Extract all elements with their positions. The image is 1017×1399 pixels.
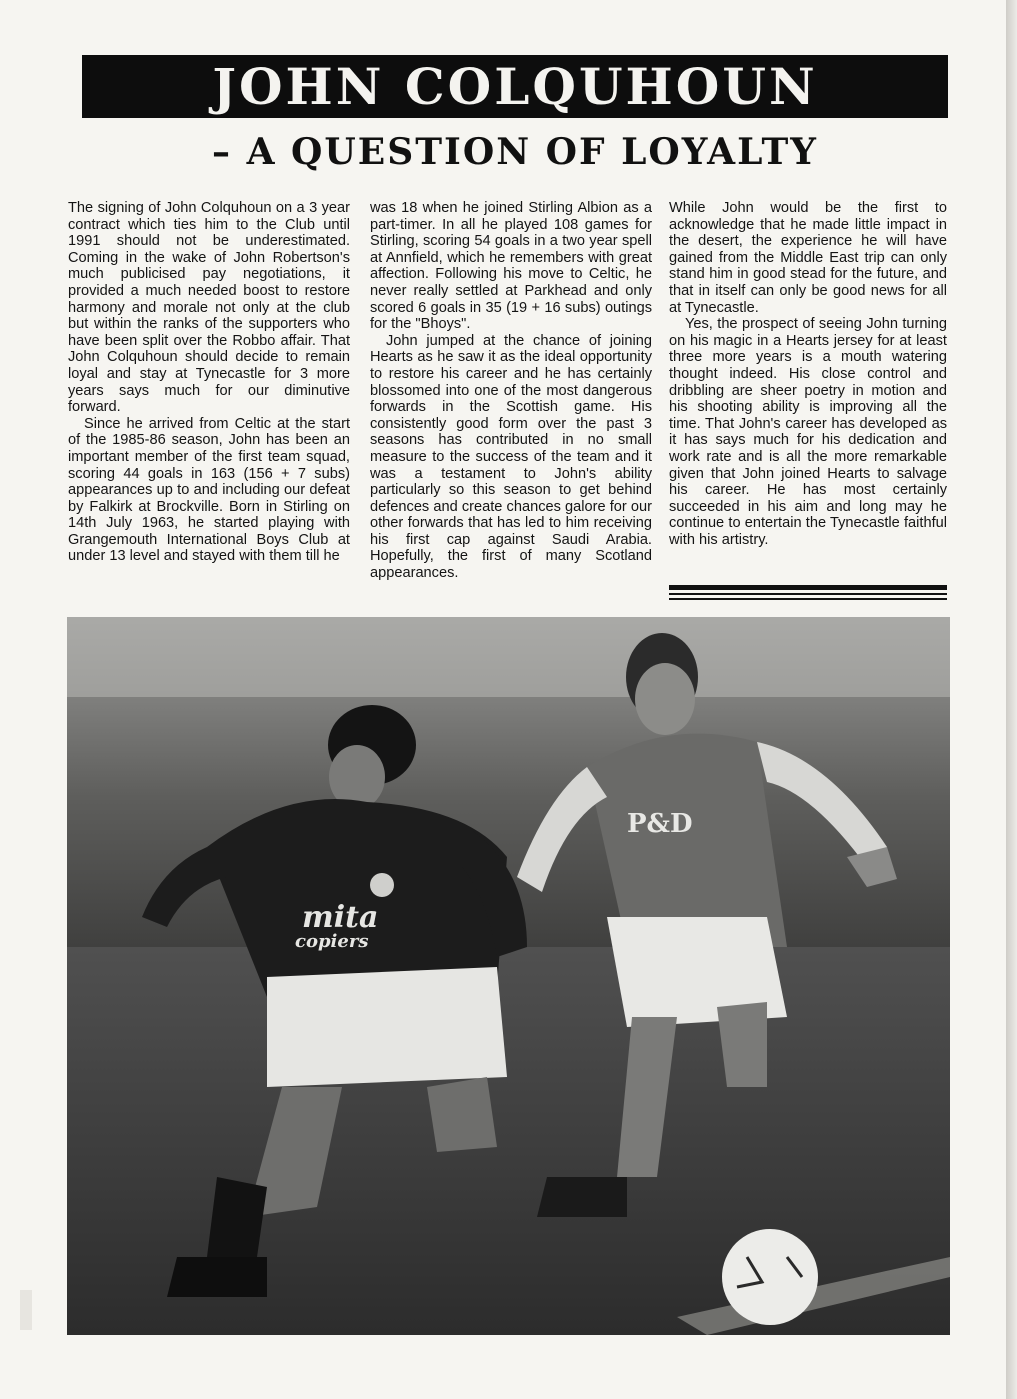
article-column-1 (68, 200, 350, 565)
page-binding-shadow (1006, 0, 1017, 1399)
paragraph: was 18 when he joined Stirling Albion as a part-timer. In all he played 108 games for Stirling, scoring 54 goals in a two year spell at Annfield, which he remembers with great affection. Following his move to Celtic, he never really settled at Parkhead and only scored 6 goals in 35 (19 + 16 subs) outings for the "Bhoys". (370, 200, 652, 333)
match-photo (67, 617, 950, 1335)
page-title: JOHN COLQUHOUN (212, 57, 818, 116)
article-column-2 (370, 200, 652, 582)
paragraph: Yes, the prospect of seeing John turning on his magic in a Hearts jersey for at least three more years is a mouth watering thought indeed. His close control and dribbling are sheer poetry in motion and his shooting ability is improving all the time. That John's career has developed as it has says much for his dedication and work rate and is all the more remarkable given that John joined Hearts to salvage his career. He has most certainly succeeded in his aim and long may he continue to entertain the Tynecastle faithful with his artistry. (669, 316, 947, 548)
football (722, 1229, 818, 1325)
shirt-sponsor-line-2: copiers (295, 931, 369, 952)
end-rule-thin-1 (669, 593, 947, 595)
paragraph: While John would be the first to acknowledge that he made little impact in the desert, the experience he will have gained from the Middle East trip can only stand him in good stead for the future, and that in itself can only be good news for all at Tynecastle. (669, 200, 947, 316)
match-photo-illustration (67, 617, 950, 1335)
page-subtitle: – A QUESTION OF LOYALTY (212, 131, 818, 173)
article-column-3 (669, 200, 947, 548)
end-rule-thin-2 (669, 598, 947, 600)
title-banner (82, 55, 948, 118)
end-rule-thick (669, 585, 947, 590)
paragraph: Since he arrived from Celtic at the start of the 1985-86 season, John has been an important member of the first team squad, scoring 44 goals in 163 (156 + 7 subs) appearances up to and including our defeat by Falkirk at Brockville. Born in Stirling on 14th July 1963, he started playing with Grangemouth International Boys Club at under 13 level and stayed with them till he (68, 415, 350, 565)
bleed-through-mark (20, 1290, 32, 1330)
paragraph: John jumped at the chance of joining Hearts as he saw it as the ideal opportunity to restore his career and he has certainly blossomed into one of the most dangerous forwards in the Scottish game. His consistently good form over the past 3 seasons has contributed in no small measure to the success of the team and it was a testament to John's ability particularly so this season to get behind defences and create chances galore for our other forwards that has led to him receiving his first cap against Saudi Arabia. Hopefully, the first of many Scotland appearances. (370, 332, 652, 582)
paragraph: The signing of John Colquhoun on a 3 year contract which ties him to the Club until 1991 should not be underestimated. Coming in the wake of John Robertson's much publicised pay negotiations, it provided a much needed boost to restore harmony and morale not only at the club but within the ranks of the supporters who have been split over the Robbo affair. That John Colquhoun should decide to remain loyal and stay at Tynecastle for 3 more years says much for our diminutive forward. (68, 200, 350, 416)
opponent-shirt-sponsor: P&D (627, 809, 693, 839)
shirt-sponsor-line-1: mita (302, 900, 379, 935)
